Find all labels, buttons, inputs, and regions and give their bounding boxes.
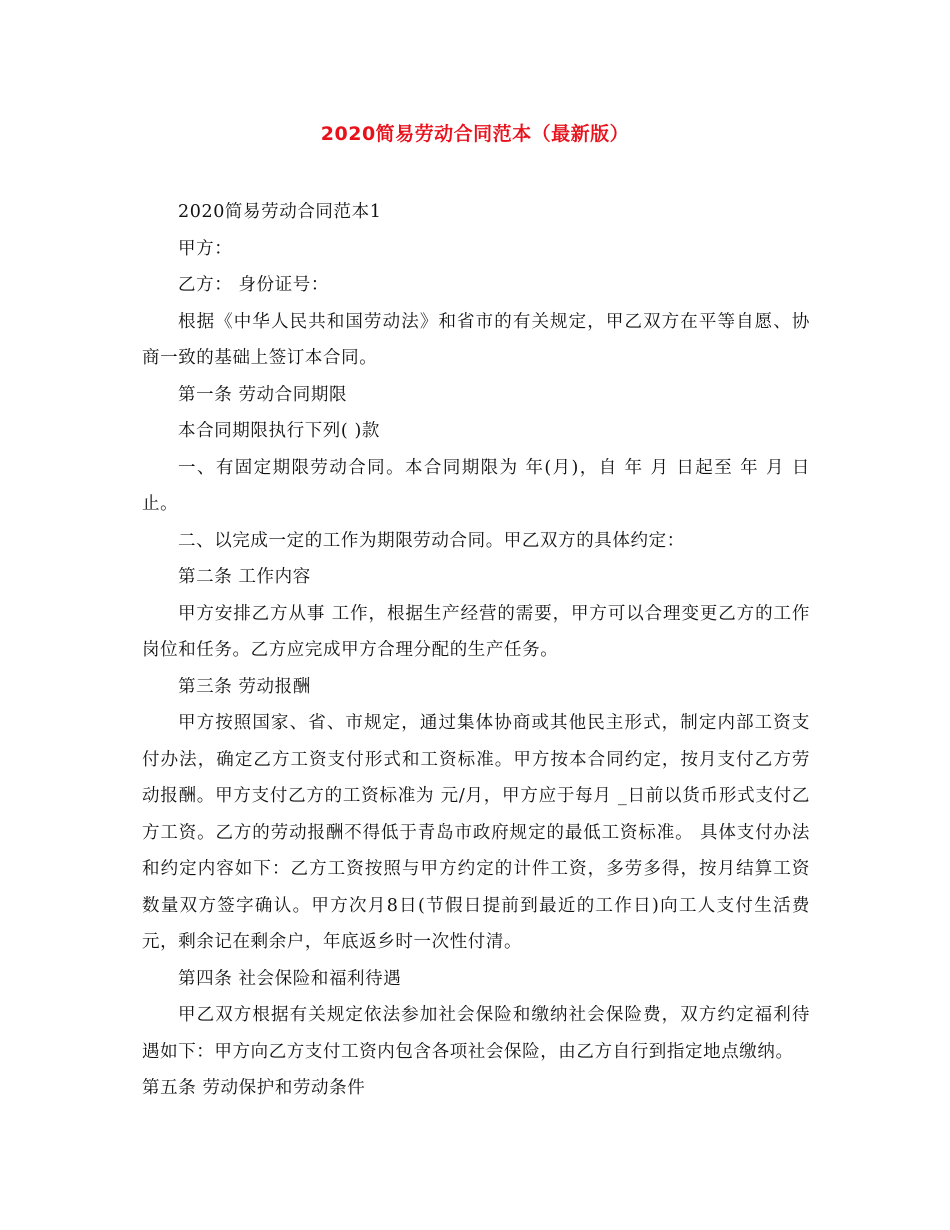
paragraph-fixed-term: 一、有固定期限劳动合同。本合同期限为 年(月)，自 年 月 日起至 年 月 日止。 bbox=[142, 457, 810, 514]
section-heading-4: 第四条 社会保险和福利待遇 bbox=[178, 968, 402, 989]
paragraph-subtitle: 2020简易劳动合同范本1 bbox=[178, 202, 382, 222]
document-body bbox=[142, 194, 810, 1107]
document-title: 2020简易劳动合同范本（最新版） bbox=[320, 123, 630, 145]
paragraph-party-a: 甲方： bbox=[178, 238, 233, 259]
section-heading-1: 第一条 劳动合同期限 bbox=[178, 384, 348, 405]
paragraph-remuneration: 甲方按照国家、省、市规定，通过集体协商或其他民主形式，制定内部工资支付办法，确定乙方工资支付形式和工资标准。甲方按本合同约定，按月支付乙方劳动报酬。甲方支付乙方的工资标准为 元/月，甲方应于每月 _日前以货币形式支付乙方工资。乙方的劳动报酬不得低于青岛市政府规定的最低工资标准。 具体支付办法和约定内容如下：乙方工资按照与甲方约定的计件工资，多劳多得，按月结算工资数量双方签字确认。甲方次月8日(节假日提前到最近的工作日)向工人支付生活费 元，剩余记在剩余户，年底返乡时一次性付清。 bbox=[142, 713, 810, 952]
paragraph-party-b: 乙方： 身份证号： bbox=[178, 275, 329, 295]
section-heading-2: 第二条 工作内容 bbox=[178, 567, 311, 587]
paragraph-term-options: 本合同期限执行下列( )款 bbox=[178, 421, 381, 441]
paragraph-task-term: 二、以完成一定的工作为期限劳动合同。甲乙双方的具体约定： bbox=[178, 530, 685, 551]
paragraph-work-content: 甲方安排乙方从事 工作，根据生产经营的需要，甲方可以合理变更乙方的工作岗位和任务。乙方应完成甲方合理分配的生产任务。 bbox=[142, 603, 810, 660]
section-heading-3: 第三条 劳动报酬 bbox=[178, 676, 311, 697]
paragraph-preamble: 根据《中华人民共和国劳动法》和省市的有关规定，甲乙双方在平等自愿、协商一致的基础上签订本合同。 bbox=[142, 311, 810, 368]
section-heading-5: 第五条 劳动保护和劳动条件 bbox=[142, 1078, 366, 1098]
paragraph-social-insurance: 甲乙双方根据有关规定依法参加社会保险和缴纳社会保险费，双方约定福利待遇如下：甲方向乙方支付工资内包含各项社会保险，由乙方自行到指定地点缴纳。 bbox=[142, 1005, 810, 1062]
